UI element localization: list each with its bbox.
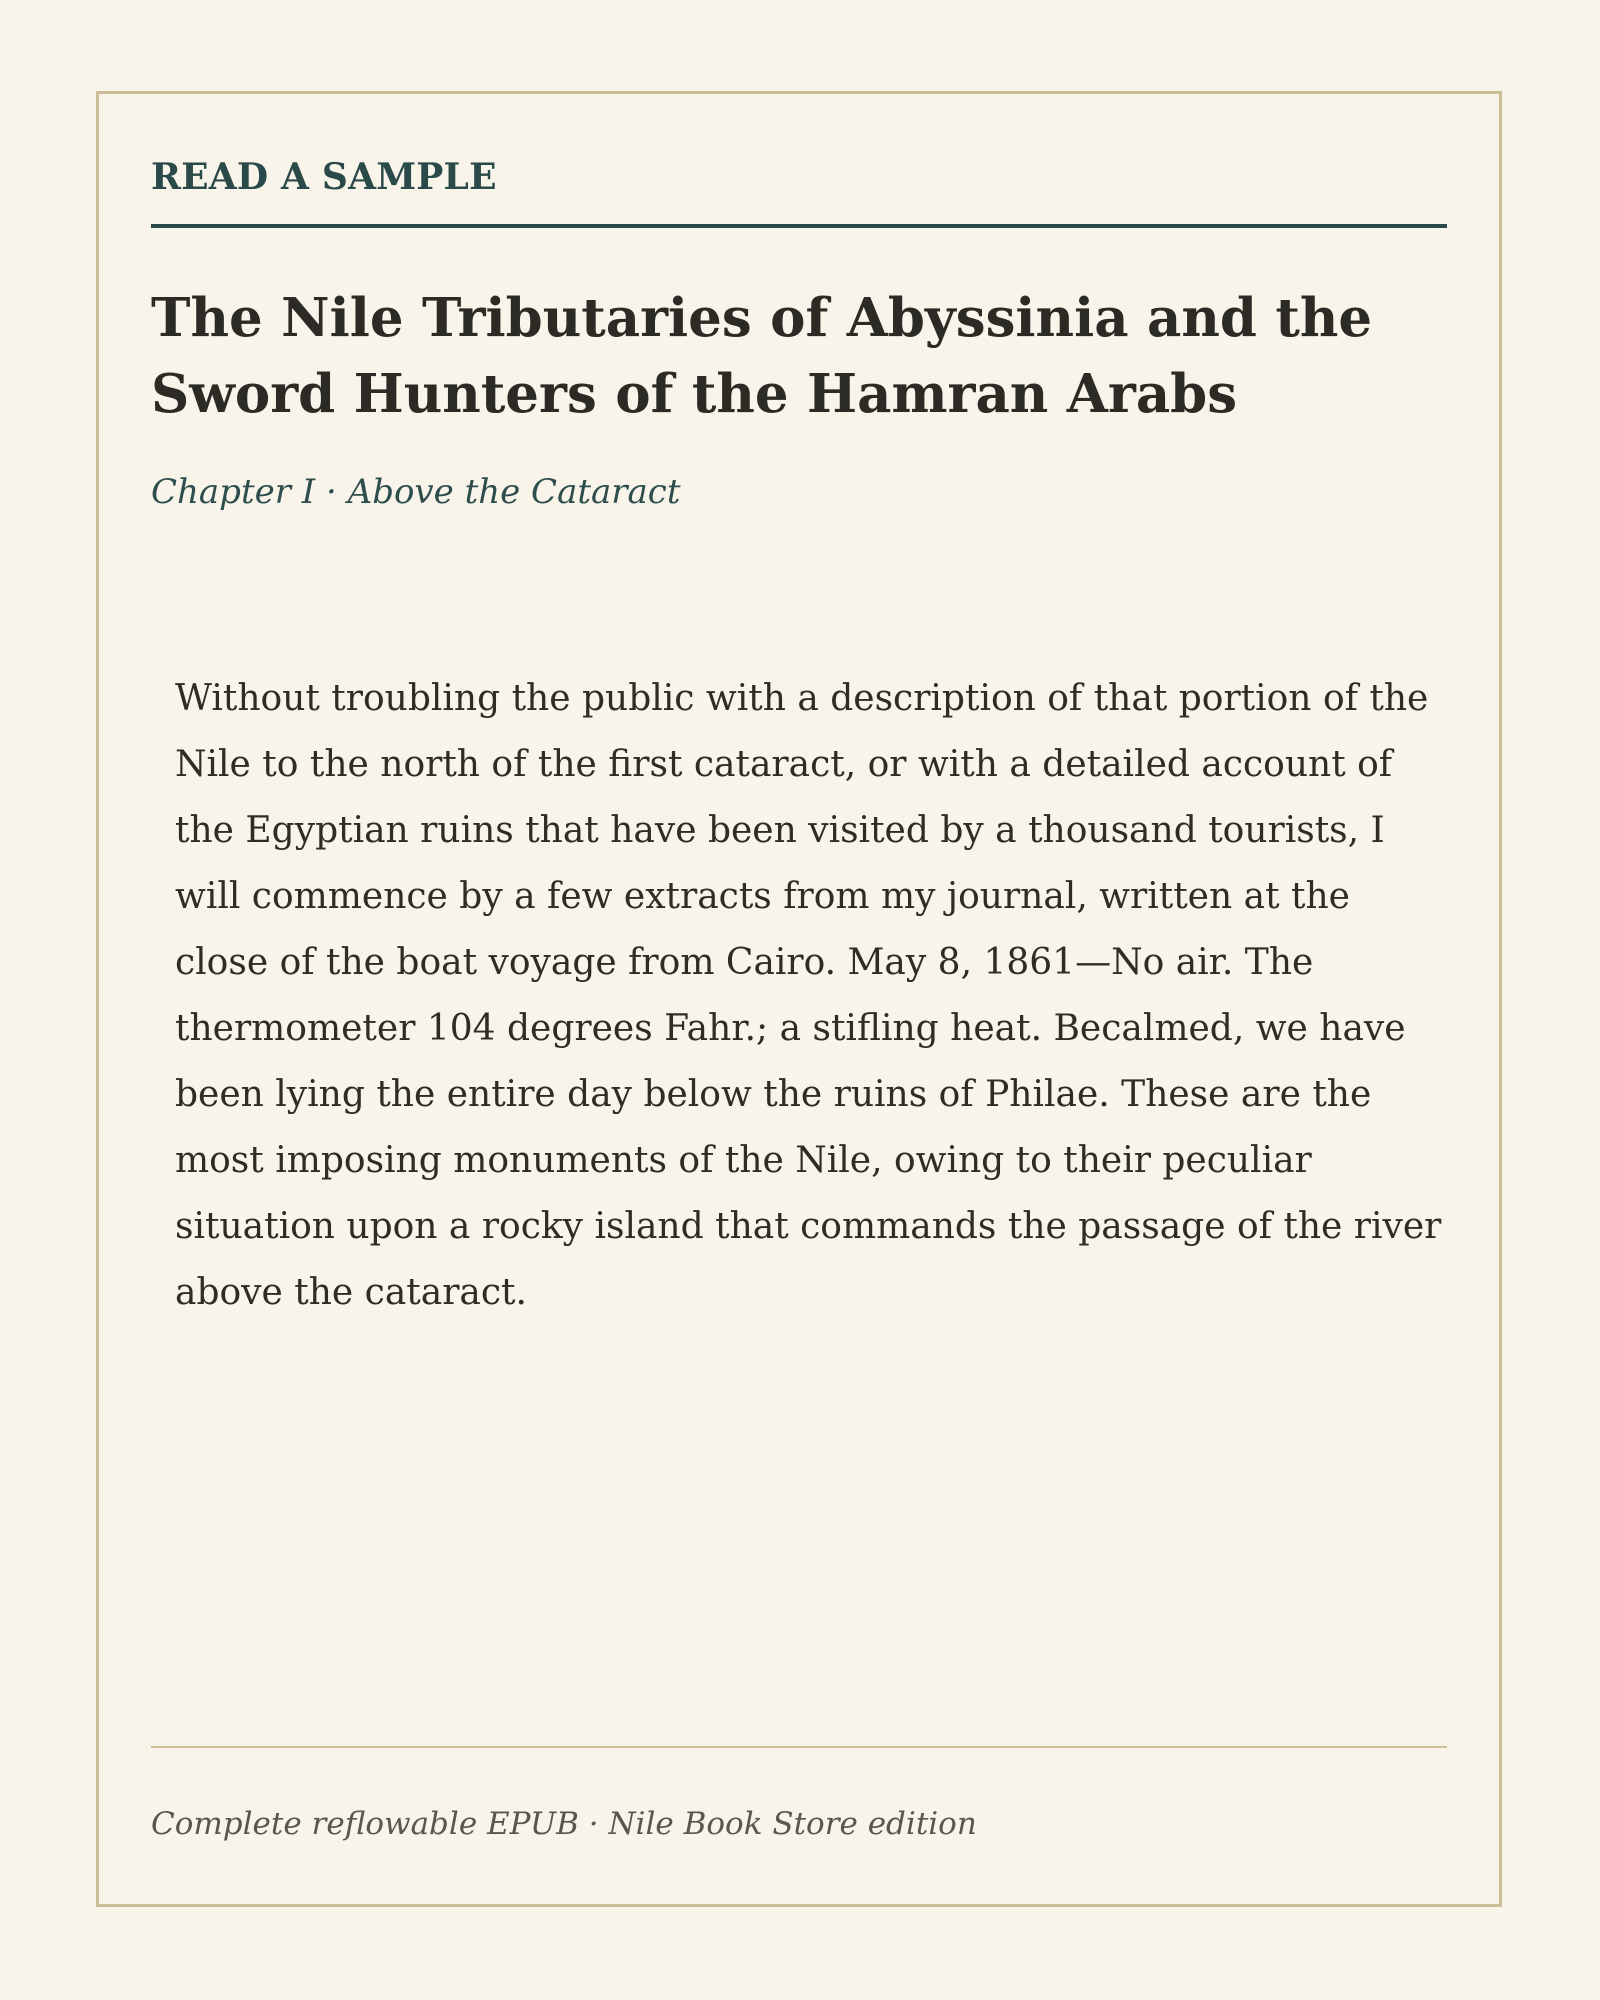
excerpt-text <box>175 666 1453 1326</box>
heading-divider <box>151 224 1447 228</box>
excerpt-line: the Egyptian ruins that have been visited by a thousand tourists, I <box>175 810 1385 851</box>
excerpt-line: Nile to the north of the first cataract, or with a detailed account of <box>175 744 1393 785</box>
excerpt-line: will commence by a few extracts from my journal, written at the <box>175 876 1350 917</box>
section-heading: READ A SAMPLE <box>151 156 497 198</box>
footer-divider <box>151 1746 1447 1748</box>
excerpt-line: Without troubling the public with a description of that portion of the <box>175 678 1429 719</box>
excerpt-line: been lying the entire day below the ruins of Philae. These are the <box>175 1074 1372 1115</box>
excerpt-line: situation upon a rocky island that commands the passage of the river <box>175 1206 1442 1247</box>
excerpt-line: close of the boat voyage from Cairo. May 8, 1861—No air. The <box>175 942 1314 983</box>
edition-note: Complete reflowable EPUB · Nile Book Store edition <box>151 1806 977 1842</box>
excerpt-line: thermometer 104 degrees Fahr.; a stifling heat. Becalmed, we have <box>175 1008 1406 1049</box>
excerpt-line: most imposing monuments of the Nile, owing to their peculiar <box>175 1140 1312 1181</box>
book-title: The Nile Tributaries of Abyssinia and the Sword Hunters of the Hamran Arabs <box>151 287 1373 425</box>
chapter-label: Chapter I · Above the Cataract <box>151 472 681 512</box>
excerpt-line: above the cataract. <box>175 1272 527 1313</box>
sample-card <box>96 91 1502 1907</box>
